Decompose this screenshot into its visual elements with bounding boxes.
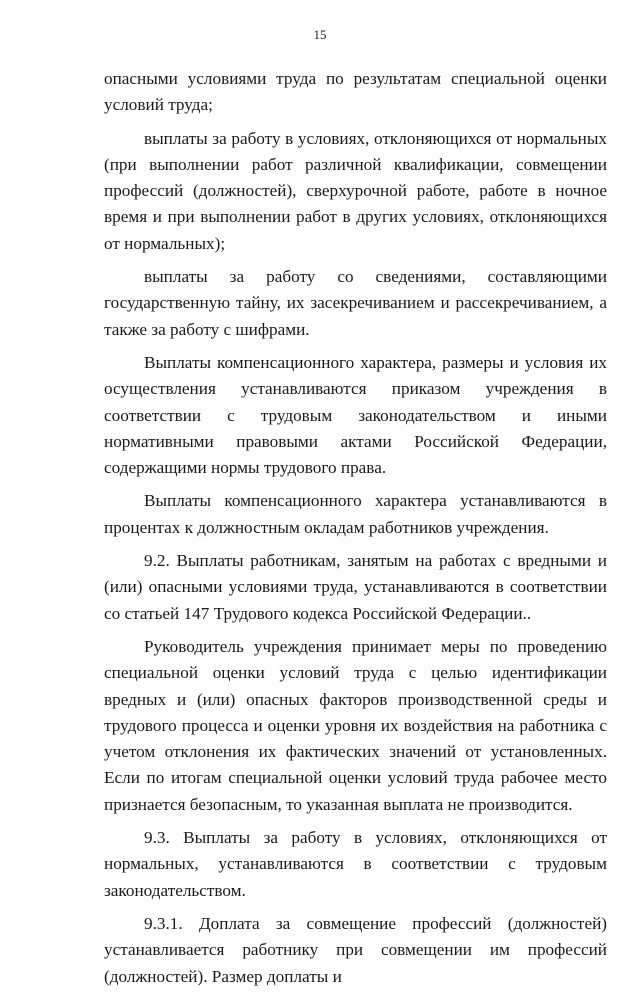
- paragraph-section-9-3: 9.3. Выплаты за работу в условиях, отклоняющихся от нормальных, устанавливаются в соответствии с трудовым законодательством.: [104, 828, 607, 900]
- paragraph-section-9-3-1: 9.3.1. Доплата за совмещение профессий (должностей) устанавливается работнику при совмещении им профессий (должностей). Размер доплаты и: [104, 913, 607, 986]
- paragraph-state-secret-payments: выплаты за работу со сведениями, составляющими государственную тайну, их засекречиванием и рассекречиванием, а также за работу с шифрами.: [104, 267, 607, 339]
- paragraph-special-assessment: Руководитель учреждения принимает меры по проведению специальной оценки условий труда с целью идентификации вредных и (или) опасных факторов производственной среды и трудового процесса и оценки уровня их воздействия на работника с учетом отклонения их фактических значений от установленных. Если по итогам специальной оценки условий труда рабочее место признается безопасным, то указанная выплата не производится.: [104, 636, 607, 814]
- paragraph-section-9-2: 9.2. Выплаты работникам, занятым на работах с вредными и (или) опасными условиями труда, устанавливаются в соответствии со статьей 147 Трудового кодекса Российской Федерации..: [104, 551, 607, 623]
- document-body: [104, 66, 607, 997]
- paragraph-compensation-terms: Выплаты компенсационного характера, размеры и условия их осуществления устанавливаются приказом учреждения в соответствии с трудовым законодательством и иными нормативными правовыми актами Российской Федерации, содержащими нормы трудового права.: [104, 352, 607, 478]
- page-number: 15: [313, 27, 327, 42]
- paragraph-overtime-payments: выплаты за работу в условиях, отклоняющихся от нормальных (при выполнении работ различной квалификации, совмещении профессий (должностей), сверхурочной работе, работе в ночное время и при выполнении работ в других условиях, отклоняющихся от нормальных);: [104, 128, 607, 253]
- paragraph-compensation-percent: Выплаты компенсационного характера устанавливаются в процентах к должностным окладам работников учреждения.: [104, 491, 607, 537]
- paragraph-continuation: опасными условиями труда по результатам специальной оценки условий труда;: [104, 69, 607, 115]
